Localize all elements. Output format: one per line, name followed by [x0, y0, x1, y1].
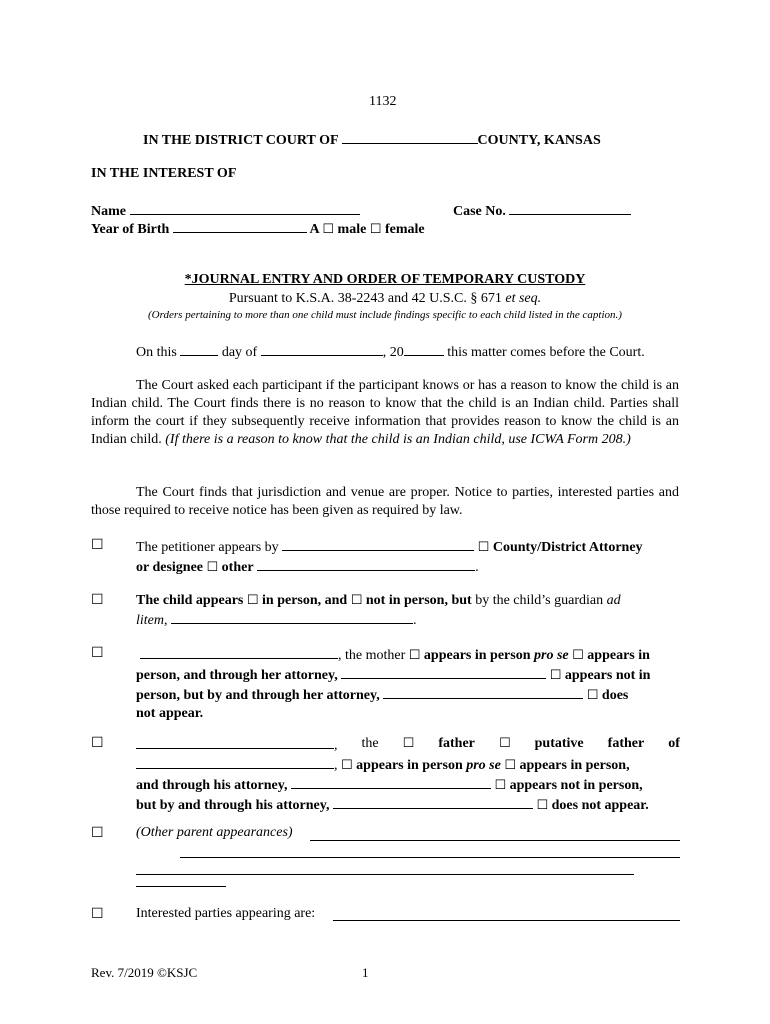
father-does-not-checkbox[interactable]: ☐ [536, 798, 549, 813]
child-not-in-person: not in person, but [365, 593, 472, 608]
father-of: of [668, 736, 680, 751]
female-label: female [384, 222, 425, 237]
male-checkbox[interactable]: ☐ [322, 222, 335, 237]
on-this-part2: day of [218, 345, 261, 360]
day-blank[interactable] [180, 342, 218, 356]
yob-label: Year of Birth [91, 222, 170, 237]
mother-does-not-appear-checkbox[interactable]: ☐ [586, 688, 599, 703]
other-parent-label: (Other parent appearances) [136, 825, 293, 840]
father-pro-se-checkbox[interactable]: ☐ [341, 758, 353, 773]
mother-does: does [601, 688, 629, 703]
mother-pro-se: pro se [534, 648, 569, 663]
county-blank[interactable] [342, 130, 478, 144]
court-heading [143, 130, 601, 149]
other-parent-line-1[interactable] [310, 840, 680, 841]
interested-checkbox[interactable]: ☐ [91, 906, 104, 922]
on-this-part1: On this [136, 345, 181, 360]
yob-blank[interactable] [173, 219, 307, 233]
pursuant-italic: et seq. [505, 291, 542, 306]
interested-label: Interested parties appearing are: [136, 906, 316, 921]
mother-appears-not-in: appears not in [564, 668, 651, 683]
mother-attorney-blank[interactable] [341, 665, 546, 679]
mother-pro-se-checkbox[interactable]: ☐ [408, 648, 421, 663]
other-parent-line-2[interactable] [180, 857, 680, 858]
mother-appears-in: appears in [587, 648, 650, 663]
on-this-part4: this matter comes before the Court. [443, 345, 645, 360]
female-checkbox[interactable]: ☐ [369, 222, 382, 237]
mother-appears-pro-se: appears in person [423, 648, 534, 663]
child-not-in-person-checkbox[interactable]: ☐ [350, 593, 363, 608]
father-pro-se: pro se [466, 758, 501, 773]
pursuant-line [0, 291, 770, 307]
caption-note: (Orders pertaining to more than one child must include findings specific to each child listed in the caption.) [148, 309, 622, 321]
mother-attorney2-blank[interactable] [383, 685, 583, 699]
jurisdiction-paragraph: The Court finds that jurisdiction and venue are proper. Notice to parties, interested parties and those required to receive notice has been given as required by law. [91, 485, 679, 518]
name-label: Name [91, 204, 126, 219]
mother-person-but: person, but by and through her attorney, [136, 688, 384, 703]
father-checkbox-father[interactable]: ☐ [402, 736, 415, 751]
case-no-row [453, 201, 631, 220]
father-through: and through his attorney, [136, 778, 291, 793]
child-in-person: in person, and [262, 593, 348, 608]
child-checkbox[interactable]: ☐ [91, 592, 104, 608]
other-parent-line-4[interactable] [136, 886, 226, 887]
county-da-label: County/District Attorney [492, 540, 643, 555]
year-blank[interactable] [404, 342, 444, 356]
father-checkbox[interactable]: ☐ [91, 735, 104, 751]
case-no-blank[interactable] [509, 201, 631, 215]
father-appears-in-person: appears in person, [519, 758, 630, 773]
icwa-paragraph [91, 377, 679, 449]
gal-blank[interactable] [171, 610, 413, 624]
petitioner-blank[interactable] [282, 537, 474, 551]
footer-page-number: 1 [362, 965, 369, 980]
petitioner-item: The petitioner appears by ☐ County/District Attorney or designee ☐ other . [136, 537, 680, 577]
father-label: father [438, 736, 475, 751]
interest-of-label: IN THE INTEREST OF [91, 166, 237, 181]
child-by-gal: by the child’s guardian [471, 593, 607, 608]
name-row [91, 201, 360, 220]
father-putative-checkbox[interactable]: ☐ [498, 736, 511, 751]
court-heading-prefix: IN THE DISTRICT COURT OF [143, 133, 342, 148]
child-in-person-checkbox[interactable]: ☐ [246, 593, 259, 608]
form-number: 1132 [369, 94, 397, 109]
father-attorney2-blank[interactable] [333, 795, 533, 809]
father-appears-pro-se: appears in person [356, 758, 467, 773]
mother-item [136, 645, 680, 723]
interested-line[interactable] [333, 920, 680, 921]
other-checkbox[interactable]: ☐ [206, 560, 219, 575]
father-not-in-person-checkbox[interactable]: ☐ [494, 778, 507, 793]
other-parent-line-3[interactable] [136, 874, 634, 875]
mother-not-in-person-checkbox[interactable]: ☐ [549, 668, 562, 683]
male-label: male [337, 222, 367, 237]
child-litem: litem [136, 613, 164, 628]
father-label-2: father [607, 736, 645, 751]
petitioner-checkbox[interactable]: ☐ [91, 537, 104, 553]
child-item: The child appears ☐ in person, and ☐ not in person, but by the child’s guardian ad litem, . [136, 593, 621, 628]
county-da-checkbox[interactable]: ☐ [477, 540, 490, 555]
month-blank[interactable] [261, 342, 383, 356]
other-parent-checkbox[interactable]: ☐ [91, 825, 104, 841]
father-putative: putative [534, 736, 584, 751]
father-appears-not: appears not in person, [509, 778, 643, 793]
mother-person-through: person, and through her attorney, [136, 668, 342, 683]
case-no-label: Case No. [453, 204, 506, 219]
father-item: , the ☐ father ☐ putative father of , ☐ appears in person pro se ☐ appears in person, and through his attorney, ☐ appears not in person, but by and through his attorney, ☐ does not appear. [136, 736, 680, 813]
designee-label: or designee [136, 560, 204, 575]
mother-checkbox[interactable]: ☐ [91, 645, 104, 661]
father-but-by: but by and through his attorney, [136, 798, 333, 813]
other-label: other [221, 560, 254, 575]
mother-the-mother: , the mother [338, 648, 409, 663]
mother-name-blank[interactable] [140, 645, 338, 659]
father-name-blank[interactable] [136, 735, 334, 749]
icwa-text: The Court asked each participant if the participant knows or has a reason to know the child is an Indian child. The Court finds there is no reason to know that the child is an Indian child. Parties shall inform the court if they subsequently receive information that provides reason to know the child is an Indian child. [91, 378, 679, 447]
footer-revision: Rev. 7/2019 ©KSJC [91, 965, 198, 980]
father-attorney-blank[interactable] [291, 775, 491, 789]
father-in-person-checkbox[interactable]: ☐ [504, 758, 517, 773]
mother-attorney-checkbox[interactable]: ☐ [572, 648, 584, 663]
name-blank[interactable] [130, 201, 360, 215]
sex-prefix: A [309, 222, 319, 237]
child-ad: ad [606, 593, 621, 608]
on-this-part3: , 20 [382, 345, 404, 360]
court-heading-suffix: COUNTY, KANSAS [477, 133, 601, 148]
child-appears: The child appears [136, 593, 244, 608]
petitioner-lead: The petitioner appears by [136, 540, 283, 555]
on-this-line [136, 342, 645, 361]
father-does-not: does not appear. [551, 798, 649, 813]
father-child-blank[interactable] [136, 755, 334, 769]
icwa-italic: (If there is a reason to know that the child is an Indian child, use ICWA Form 208.) [165, 432, 631, 447]
mother-not-appear: not appear. [136, 706, 204, 721]
pursuant-text: Pursuant to K.S.A. 38-2243 and 42 U.S.C. § 671 [228, 291, 506, 306]
yob-row [91, 219, 425, 238]
document-title: *JOURNAL ENTRY AND ORDER OF TEMPORARY CUSTODY [184, 272, 586, 287]
father-the: the [361, 736, 379, 751]
other-blank[interactable] [257, 557, 475, 571]
